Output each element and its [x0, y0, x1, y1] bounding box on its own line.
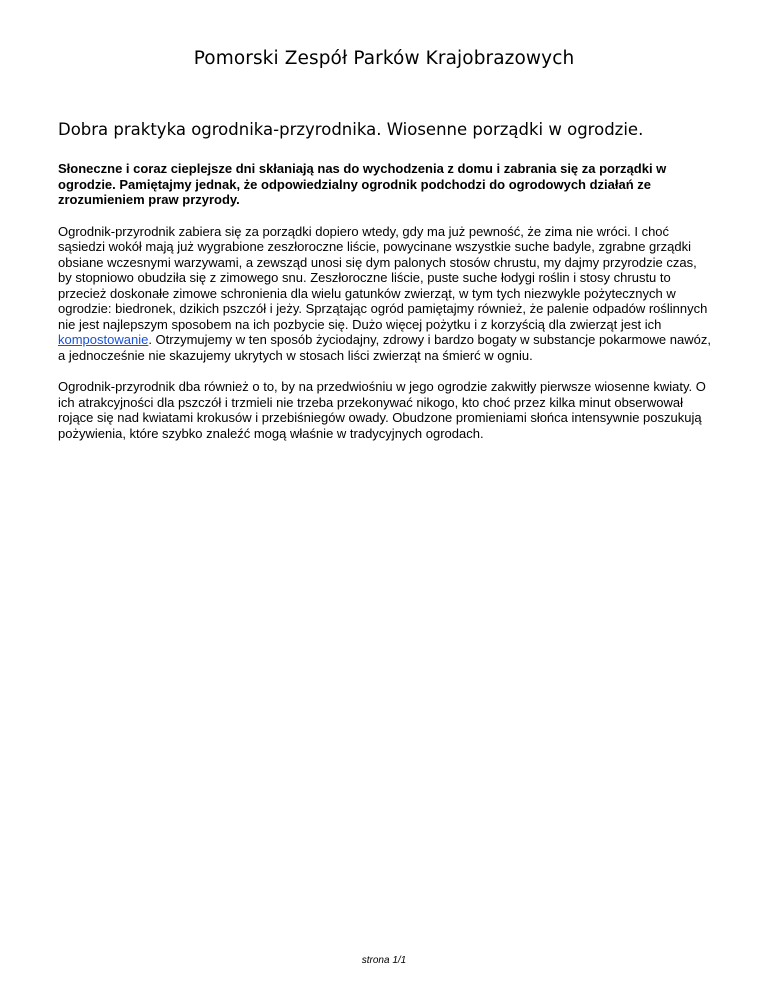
page-number: strona 1/1 [361, 955, 407, 966]
paragraph-1-text-start: Ogrodnik-przyrodnik zabiera się za porządki dopiero wtedy, gdy ma już pewność, że zima nie wróci. I choć sąsiedzi wokół mają już wygrabione zeszłoroczne liście, powycinane wszystkie suche badyle, zgrabne grządki obsiane wczesnymi warzywami, a zewsząd unosi się dym palonych stosów chrustu, my dajmy przyrodzie czas, by stopniowo obudziła się z zimowego snu. Zeszłoroczne liście, puste suche łodygi roślin i stosy chrustu to przecież doskonałe zimowe schronienia dla wielu gatunków zwierząt, w tym tych niezwykle pożytecznych w ogrodzie: biedronek, dzikich pszczół i jeży. Sprzątając ogród pamiętajmy również, że palenie odpadów roślinnych nie jest najlepszym sposobem na ich pozbycie się. Dużo więcej pożytku i z korzyścią dla zwierząt jest ich [58, 223, 708, 332]
paragraph-1-text-end: . Otrzymujemy w ten sposób życiodajny, zdrowy i bardzo bogaty w substancje pokarmowe nawóz, a jednocześnie nie skazujemy ukrytych w stosach liści zwierząt na śmierć w ogniu. [58, 332, 711, 363]
article-lead: Słoneczne i coraz cieplejsze dni skłaniają nas do wychodzenia z domu i zabrania się za porządki w ogrodzie. Pamiętajmy jednak, że odpowiedzialny ogrodnik podchodzi do ogrodowych działań ze zrozumieniem praw przyrody. [58, 161, 667, 207]
article-paragraph-1 [58, 224, 713, 364]
article-body [58, 161, 713, 457]
page-header-title: Pomorski Zespół Parków Krajobrazowych [193, 48, 575, 69]
article-paragraph-2: Ogrodnik-przyrodnik dba również o to, by na przedwiośniu w jego ogrodzie zakwitły pierwsze wiosenne kwiaty. O ich atrakcyjności dla pszczół i trzmieli nie trzeba przekonywać nikogo, kto choć przez kilka minut obserwował rojące się nad kwiatami krokusów i przebiśniegów owady. Obudzone promieniami słońca intensywnie poszukują pożywienia, które szybko znaleźć mogą właśnie w tradycyjnych ogrodach. [58, 379, 706, 441]
article-title: Dobra praktyka ogrodnika-przyrodnika. Wiosenne porządki w ogrodzie. [58, 120, 644, 139]
composting-link[interactable]: kompostowanie [58, 332, 149, 347]
